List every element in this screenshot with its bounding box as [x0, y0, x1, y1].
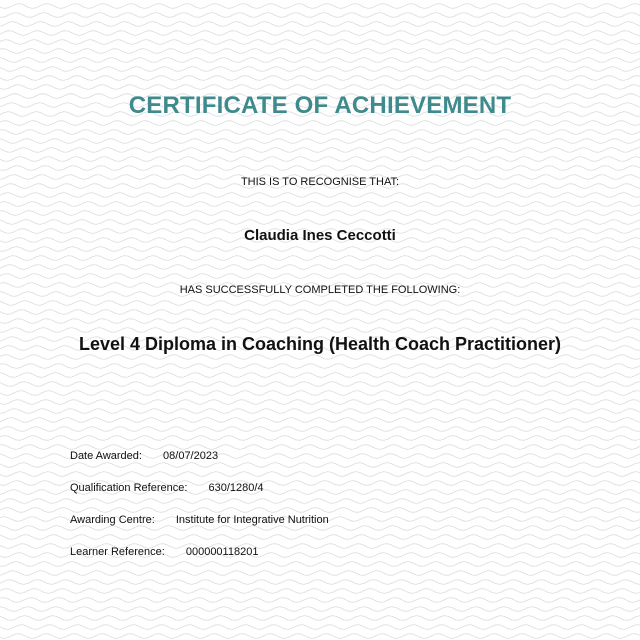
recognition-intro: THIS IS TO RECOGNISE THAT:: [240, 176, 400, 188]
certificate-title: CERTIFICATE OF ACHIEVEMENT: [128, 92, 512, 119]
awarding-centre-value: Institute for Integrative Nutrition: [175, 514, 329, 526]
qualification-title: Level 4 Diploma in Coaching (Health Coach Practitioner): [78, 334, 562, 354]
date-awarded-row: [70, 450, 218, 462]
date-awarded-value: 08/07/2023: [163, 450, 219, 462]
date-awarded-label: Date Awarded:: [70, 450, 142, 462]
completion-statement: HAS SUCCESSFULLY COMPLETED THE FOLLOWING:: [179, 284, 461, 296]
recipient-name: Claudia Ines Ceccotti: [244, 227, 396, 244]
qualification-reference-row: [70, 482, 264, 494]
awarding-centre-label: Awarding Centre:: [70, 514, 155, 526]
qualification-reference-value: 630/1280/4: [208, 482, 264, 494]
learner-reference-label: Learner Reference:: [70, 546, 165, 558]
learner-reference-value: 000000118201: [185, 546, 259, 558]
qualification-reference-label: Qualification Reference:: [70, 482, 188, 494]
learner-reference-row: [70, 546, 258, 558]
awarding-centre-row: [70, 514, 329, 526]
